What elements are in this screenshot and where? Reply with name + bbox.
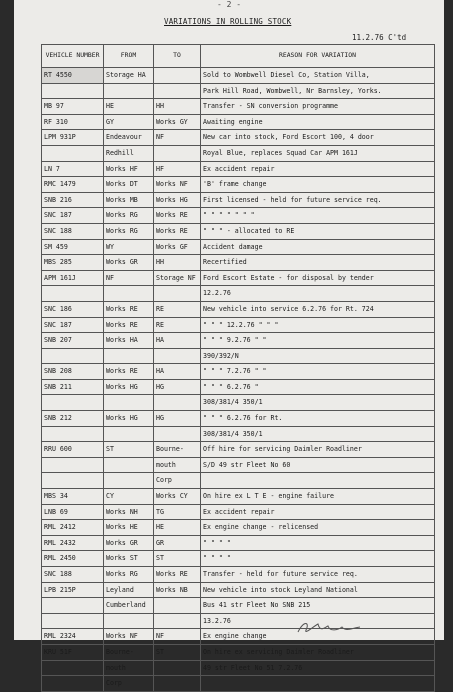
table-row (42, 457, 435, 473)
from-cell: Works RG (104, 223, 154, 239)
table-row (42, 598, 435, 614)
table-row (42, 395, 435, 411)
from-cell: Works RE (104, 364, 154, 380)
table-row (42, 613, 435, 629)
vehicle-number-cell: APM 161J (42, 270, 104, 286)
to-cell: Works RE (154, 223, 201, 239)
reason-cell: S/D 49 str Fleet No 60 (201, 457, 435, 473)
vehicle-number-cell: RML 2412 (42, 520, 104, 536)
table-row (42, 317, 435, 333)
vehicle-number-cell: KRU 51F (42, 644, 104, 660)
from-cell: Works HG (104, 411, 154, 427)
vehicle-number-cell: SNC 188 (42, 223, 104, 239)
from-cell: Works NH (104, 504, 154, 520)
reason-cell: New vehicle into service 6.2.76 for Rt. 724 (201, 301, 435, 317)
vehicle-number-cell (42, 83, 104, 99)
reason-cell: " " " 9.2.76 " " (201, 333, 435, 349)
to-cell (154, 83, 201, 99)
reason-cell: 'B' frame change (201, 177, 435, 193)
from-cell: ST (104, 442, 154, 458)
to-cell: HA (154, 333, 201, 349)
vehicle-number-cell: RML 2432 (42, 535, 104, 551)
from-cell: GY (104, 114, 154, 130)
vehicle-number-cell: SM 459 (42, 239, 104, 255)
reason-cell: " " " 12.2.76 " " " (201, 317, 435, 333)
to-cell (154, 395, 201, 411)
table-row (42, 301, 435, 317)
reason-cell: " " " " (201, 551, 435, 567)
to-cell: ST (154, 551, 201, 567)
from-cell: Works NF (104, 629, 154, 645)
reason-cell: " " " 7.2.76 " " (201, 364, 435, 380)
table-row (42, 239, 435, 255)
vehicle-number-cell (42, 660, 104, 676)
from-cell: Works RE (104, 317, 154, 333)
vehicle-number-cell: MBS 34 (42, 489, 104, 505)
from-cell (104, 457, 154, 473)
table-row (42, 567, 435, 583)
vehicle-number-cell: SNC 188 (42, 567, 104, 583)
document-title: VARIATIONS IN ROLLING STOCK (164, 17, 292, 26)
table-row (42, 192, 435, 208)
to-cell: HG (154, 411, 201, 427)
to-cell: Corp (154, 473, 201, 489)
table-row (42, 83, 435, 99)
reason-cell: 49 str Fleet No 51 7.2.76 (201, 660, 435, 676)
reason-cell (201, 473, 435, 489)
from-cell: Works GR (104, 535, 154, 551)
reason-cell: Transfer - SN conversion programme (201, 99, 435, 115)
vehicle-number-cell: RRU 600 (42, 442, 104, 458)
to-cell: Works RE (154, 208, 201, 224)
from-cell: Endeavour (104, 130, 154, 146)
header-reason: REASON FOR VARIATION (201, 45, 435, 68)
reason-cell: On hire ex servicing Daimler Roadliner (201, 644, 435, 660)
vehicle-number-cell (42, 426, 104, 442)
table-row (42, 411, 435, 427)
vehicle-number-cell: SNC 187 (42, 317, 104, 333)
vehicle-number-cell: RF 310 (42, 114, 104, 130)
to-cell (154, 145, 201, 161)
vehicle-number-cell (42, 348, 104, 364)
header-vehicle-number: VEHICLE NUMBER (42, 45, 104, 68)
to-cell: Bourne- (154, 442, 201, 458)
vehicle-number-cell: LNB 69 (42, 504, 104, 520)
reason-cell: Ford Escort Estate - for disposal by tender (201, 270, 435, 286)
table-row (42, 379, 435, 395)
vehicle-number-cell: LPB 215P (42, 582, 104, 598)
reason-cell: " " " " " " " (201, 208, 435, 224)
from-cell (104, 613, 154, 629)
table-row (42, 676, 435, 692)
vehicle-number-cell (42, 613, 104, 629)
from-cell: Storage HA (104, 68, 154, 84)
from-cell: Redhill (104, 145, 154, 161)
vehicle-number-cell: RMC 1479 (42, 177, 104, 193)
to-cell (154, 598, 201, 614)
reason-cell: Ex accident repair (201, 504, 435, 520)
document-date: 11.2.76 C'td (352, 33, 407, 42)
to-cell: HH (154, 255, 201, 271)
to-cell: Works NF (154, 177, 201, 193)
vehicle-number-cell: SNB 211 (42, 379, 104, 395)
reason-cell: First licensed - held for future service req. (201, 192, 435, 208)
vehicle-number-cell: RML 2450 (42, 551, 104, 567)
table-row (42, 426, 435, 442)
from-cell: Cumberland (104, 598, 154, 614)
to-cell (154, 348, 201, 364)
table-header-row (42, 45, 435, 68)
table-row (42, 629, 435, 645)
table-row (42, 99, 435, 115)
from-cell: CY (104, 489, 154, 505)
reason-cell: Sold to Wombwell Diesel Co, Station Villa, (201, 68, 435, 84)
table-row (42, 161, 435, 177)
reason-cell: 390/392/N (201, 348, 435, 364)
from-cell: Works GR (104, 255, 154, 271)
reason-cell: 13.2.76 (201, 613, 435, 629)
table-row (42, 473, 435, 489)
vehicle-number-cell (42, 457, 104, 473)
to-cell: NF (154, 130, 201, 146)
reason-cell: Bus 41 str Fleet No SNB 215 (201, 598, 435, 614)
to-cell: Storage NF (154, 270, 201, 286)
reason-cell: Transfer - held for future service req. (201, 567, 435, 583)
vehicle-number-cell (42, 395, 104, 411)
from-cell: Works RE (104, 301, 154, 317)
signature-mark (294, 618, 364, 638)
to-cell: Works GY (154, 114, 201, 130)
table-row (42, 114, 435, 130)
table-row (42, 145, 435, 161)
from-cell: HE (104, 99, 154, 115)
to-cell: Works GF (154, 239, 201, 255)
vehicle-number-cell: SNB 216 (42, 192, 104, 208)
reason-cell: On hire ex L T E - engine failure (201, 489, 435, 505)
reason-cell: " " " - allocated to RE (201, 223, 435, 239)
to-cell: mouth (154, 457, 201, 473)
to-cell: HA (154, 364, 201, 380)
to-cell: Works NB (154, 582, 201, 598)
vehicle-number-cell (42, 286, 104, 302)
table-row (42, 535, 435, 551)
from-cell: Leyland (104, 582, 154, 598)
reason-cell: New car into stock, Ford Escort 100, 4 door (201, 130, 435, 146)
vehicle-number-cell: SNB 207 (42, 333, 104, 349)
table-row (42, 333, 435, 349)
to-cell (154, 613, 201, 629)
vehicle-number-cell: LN 7 (42, 161, 104, 177)
from-cell: Works HA (104, 333, 154, 349)
to-cell: NF (154, 629, 201, 645)
from-cell: WY (104, 239, 154, 255)
from-cell: Corp (104, 676, 154, 692)
vehicle-number-cell: SNB 208 (42, 364, 104, 380)
table-row (42, 255, 435, 271)
table-row (42, 130, 435, 146)
to-cell (154, 286, 201, 302)
to-cell: HH (154, 99, 201, 115)
table-row (42, 286, 435, 302)
to-cell (154, 676, 201, 692)
to-cell: ST (154, 644, 201, 660)
reason-cell: 12.2.76 (201, 286, 435, 302)
vehicle-number-cell: SNC 187 (42, 208, 104, 224)
to-cell (154, 426, 201, 442)
reason-cell: New vehicle into stock Leyland National (201, 582, 435, 598)
from-cell: Bourne- (104, 644, 154, 660)
from-cell (104, 473, 154, 489)
from-cell: Works HE (104, 520, 154, 536)
reason-cell: Accident damage (201, 239, 435, 255)
vehicle-number-cell: SNC 186 (42, 301, 104, 317)
table-row (42, 520, 435, 536)
from-cell (104, 348, 154, 364)
page-number: - 2 - (217, 0, 242, 9)
from-cell: Works RG (104, 567, 154, 583)
table-row (42, 208, 435, 224)
table-row (42, 551, 435, 567)
reason-cell: Recertified (201, 255, 435, 271)
header-from: FROM (104, 45, 154, 68)
table-row (42, 489, 435, 505)
reason-cell: Off hire for servicing Daimler Roadliner (201, 442, 435, 458)
to-cell: RE (154, 301, 201, 317)
to-cell: HG (154, 379, 201, 395)
table-row (42, 442, 435, 458)
vehicle-number-cell (42, 676, 104, 692)
table-row (42, 177, 435, 193)
to-cell: HF (154, 161, 201, 177)
vehicle-number-cell: SNB 212 (42, 411, 104, 427)
to-cell (154, 68, 201, 84)
to-cell (154, 660, 201, 676)
table-row (42, 660, 435, 676)
from-cell (104, 395, 154, 411)
table-row (42, 223, 435, 239)
vehicle-number-cell (42, 598, 104, 614)
to-cell: Works HG (154, 192, 201, 208)
reason-cell: Ex engine change - relicensed (201, 520, 435, 536)
from-cell: Works DT (104, 177, 154, 193)
to-cell: TG (154, 504, 201, 520)
table-row (42, 68, 435, 84)
document-sheet (14, 0, 444, 688)
table-row (42, 504, 435, 520)
to-cell: RE (154, 317, 201, 333)
vehicle-number-cell: RML 2324 (42, 629, 104, 645)
reason-cell (201, 676, 435, 692)
vehicle-number-cell: MB 97 (42, 99, 104, 115)
reason-cell: " " " 6.2.76 for Rt. (201, 411, 435, 427)
reason-cell: " " " " (201, 535, 435, 551)
from-cell: Works MB (104, 192, 154, 208)
from-cell: NF (104, 270, 154, 286)
to-cell: HE (154, 520, 201, 536)
from-cell: mouth (104, 660, 154, 676)
table-row (42, 270, 435, 286)
reason-cell: 308/381/4 350/1 (201, 395, 435, 411)
vehicle-number-cell: LPM 931P (42, 130, 104, 146)
reason-cell: 308/381/4 350/1 (201, 426, 435, 442)
vehicle-number-cell (42, 145, 104, 161)
from-cell (104, 426, 154, 442)
vehicle-number-cell (42, 473, 104, 489)
from-cell: Works ST (104, 551, 154, 567)
vehicle-number-cell: RT 4550 (42, 68, 104, 84)
table-row (42, 364, 435, 380)
reason-cell: " " " 6.2.76 " (201, 379, 435, 395)
from-cell (104, 83, 154, 99)
table-body (42, 68, 435, 692)
reason-cell: Ex accident repair (201, 161, 435, 177)
table-row (42, 582, 435, 598)
reason-cell: Royal Blue, replaces Squad Car APM 161J (201, 145, 435, 161)
from-cell (104, 286, 154, 302)
table-row (42, 348, 435, 364)
from-cell: Works HG (104, 379, 154, 395)
vehicle-number-cell: MBS 285 (42, 255, 104, 271)
variations-table (41, 44, 435, 692)
from-cell: Works RG (104, 208, 154, 224)
to-cell: Works CY (154, 489, 201, 505)
to-cell: GR (154, 535, 201, 551)
to-cell: Works RE (154, 567, 201, 583)
table-row (42, 644, 435, 660)
reason-cell: Park Hill Road, Wombwell, Nr Barnsley, Yorks. (201, 83, 435, 99)
reason-cell: Awaiting engine (201, 114, 435, 130)
reason-cell: Ex engine change (201, 629, 435, 645)
header-to: TO (154, 45, 201, 68)
from-cell: Works HF (104, 161, 154, 177)
